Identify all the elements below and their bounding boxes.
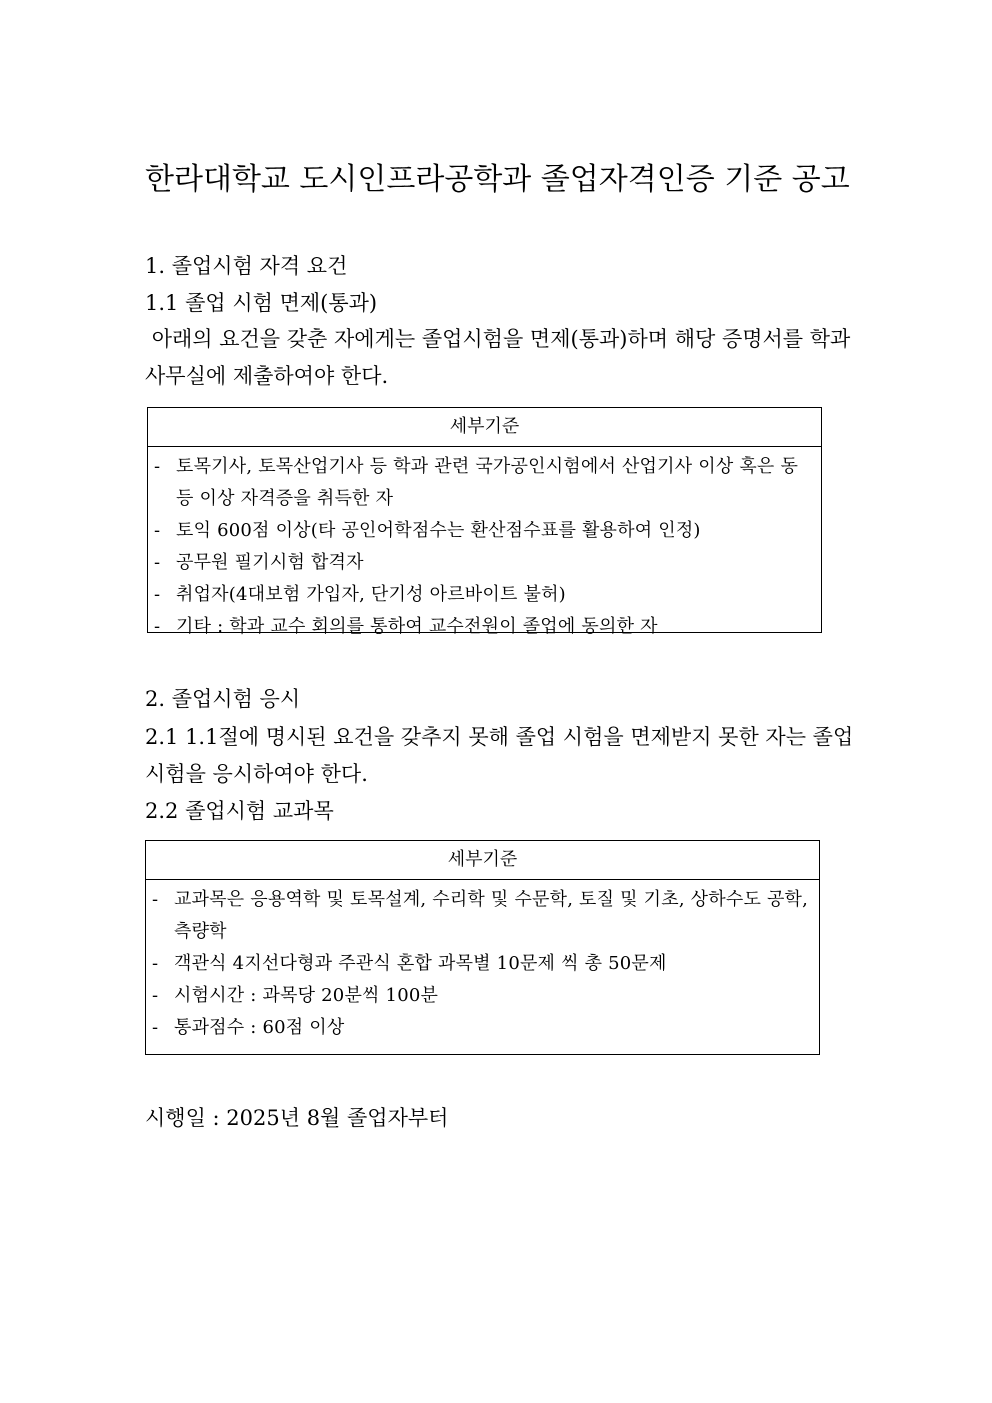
effective-date: 시행일 : 2025년 8월 졸업자부터 bbox=[145, 1106, 449, 1130]
document-title: 한라대학교 도시인프라공학과 졸업자격인증 기준 공고 bbox=[145, 162, 850, 197]
subjects-table-header: 세부기준 bbox=[146, 841, 819, 880]
exemption-table-body bbox=[148, 447, 821, 643]
exemption-item: - 기타 : 학과 교수 회의를 통하여 교수전원이 졸업에 동의한 자 bbox=[154, 611, 815, 643]
dash-bullet: - bbox=[154, 616, 161, 637]
dash-bullet: - bbox=[154, 456, 161, 477]
exemption-item: - 토익 600점 이상(타 공인어학점수는 환산점수표를 활용하여 인정) bbox=[154, 515, 815, 547]
section1-paragraph: 아래의 요건을 갖춘 자에게는 졸업시험을 면제(통과)하며 해당 증명서를 학과사무실에 제출하여야 한다. bbox=[145, 327, 851, 388]
dash-bullet: - bbox=[152, 985, 159, 1006]
dash-bullet: - bbox=[152, 889, 159, 910]
exam-subjects-table bbox=[145, 840, 820, 1055]
section1-sub-heading: 1.1 졸업 시험 면제(통과) bbox=[145, 291, 378, 315]
exemption-item: - 공무원 필기시험 합격자 bbox=[154, 547, 815, 579]
section2-sub2: 2.2 졸업시험 교과목 bbox=[145, 799, 334, 823]
exemption-table-header: 세부기준 bbox=[148, 408, 821, 447]
exemption-item: - 취업자(4대보험 가입자, 단기성 아르바이트 불허) bbox=[154, 579, 815, 611]
dash-bullet: - bbox=[152, 1017, 159, 1038]
section1-heading: 1. 졸업시험 자격 요건 bbox=[145, 254, 348, 278]
exemption-item: - 토목기사, 토목산업기사 등 학과 관련 국가공인시험에서 산업기사 이상 혹은 동등 이상 자격증을 취득한 자 bbox=[154, 451, 815, 515]
subjects-item: - 시험시간 : 과목당 20분씩 100분 bbox=[152, 980, 813, 1012]
section2-heading: 2. 졸업시험 응시 bbox=[145, 687, 301, 711]
dash-bullet: - bbox=[154, 552, 161, 573]
dash-bullet: - bbox=[152, 953, 159, 974]
dash-bullet: - bbox=[154, 584, 161, 605]
subjects-item: - 통과점수 : 60점 이상 bbox=[152, 1012, 813, 1044]
subjects-table-body bbox=[146, 880, 819, 1044]
exemption-criteria-table bbox=[147, 407, 822, 637]
dash-bullet: - bbox=[154, 520, 161, 541]
section2-sub1: 2.1 1.1절에 명시된 요건을 갖추지 못해 졸업 시험을 면제받지 못한 자는 졸업시험을 응시하여야 한다. bbox=[145, 725, 854, 786]
subjects-item: - 객관식 4지선다형과 주관식 혼합 과목별 10문제 씩 총 50문제 bbox=[152, 948, 813, 980]
subjects-item: - 교과목은 응용역학 및 토목설계, 수리학 및 수문학, 토질 및 기초, 상하수도 공학, 측량학 bbox=[152, 884, 813, 948]
